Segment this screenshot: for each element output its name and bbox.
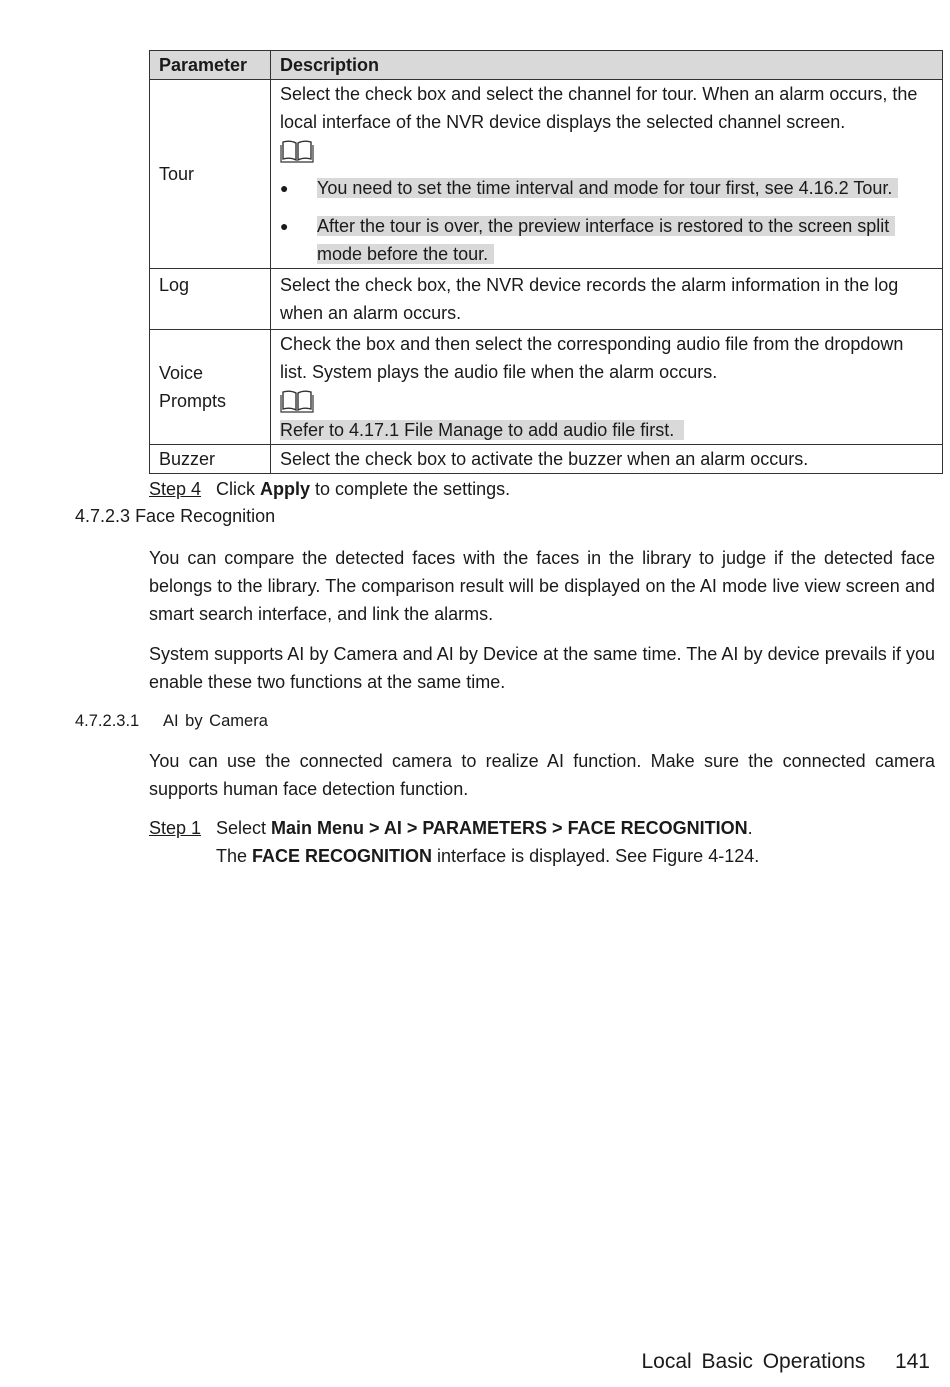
note-book-icon [280, 388, 314, 414]
subsection-number: 4.7.2.3.1 [75, 712, 140, 730]
header-parameter: Parameter [150, 51, 271, 80]
page-footer [641, 1350, 930, 1374]
section-heading-4-7-2-3 [75, 502, 275, 530]
param-voice-line-2: Prompts [159, 391, 227, 411]
bullet-dot-icon: ● [280, 218, 289, 234]
param-tour: Tour [150, 80, 271, 269]
table-row-voice-prompts [150, 330, 943, 445]
step-4-bold: Apply [260, 479, 311, 499]
param-voice-prompts [150, 330, 271, 445]
step-4-label: Step 4 [149, 479, 202, 499]
table-header-row [150, 51, 943, 80]
note-book-icon [280, 138, 314, 164]
face-recognition-paragraph-2: System supports AI by Camera and AI by Device at the same time. The AI by device prevails if you enable these two functions at the same time. [149, 644, 935, 692]
tour-note-bullet-2 [280, 212, 933, 268]
voice-note-text: Refer to 4.17.1 File Manage to add audio file first. [280, 420, 684, 440]
desc-voice-text: Check the box and then select the corresponding audio file from the dropdown list. System plays the audio file when the alarm occurs. [280, 334, 904, 382]
step-1-result-post: interface is displayed. See Figure 4-124. [432, 846, 760, 866]
step-1-label: Step 1 [149, 818, 202, 838]
table-row-tour [150, 80, 943, 269]
step-1-result-pre: The [216, 846, 253, 866]
step-1-pre: Select [216, 818, 272, 838]
face-recognition-paragraph-1: You can compare the detected faces with the faces in the library to judge if the detected face belongs to the library. The comparison result will be displayed on the AI mode live view screen and smart search interface, and link the alarms. [149, 548, 935, 624]
param-log: Log [150, 269, 271, 330]
footer-chapter: Local Basic Operations [641, 1350, 866, 1373]
table-row-buzzer [150, 445, 943, 474]
desc-tour [271, 80, 943, 269]
tour-note-bullet-1 [280, 174, 933, 202]
footer-page-number: 141 [894, 1350, 930, 1373]
step-1 [149, 814, 753, 842]
section-title: Face Recognition [135, 506, 276, 526]
step-1-menu-path: Main Menu > AI > PARAMETERS > FACE RECOGNITION [271, 818, 748, 838]
param-voice-line-1: Voice [159, 363, 204, 383]
step-1-result [216, 842, 759, 870]
step-1-result-bold: FACE RECOGNITION [252, 846, 433, 866]
subsection-title: AI by Camera [163, 712, 268, 730]
table-row-log [150, 269, 943, 330]
desc-tour-text: Select the check box and select the channel for tour. When an alarm occurs, the local interface of the NVR device displays the selected channel screen. [280, 84, 918, 132]
tour-note-2-line-1: After the tour is over, the preview interface is restored to the screen split [317, 216, 895, 236]
step-1-post: . [747, 818, 753, 838]
header-description: Description [271, 51, 943, 80]
desc-buzzer: Select the check box to activate the buzzer when an alarm occurs. [271, 445, 943, 474]
section-number: 4.7.2.3 [75, 506, 131, 526]
section-heading-4-7-2-3-1 [75, 707, 268, 735]
ai-by-camera-paragraph: You can use the connected camera to realize AI function. Make sure the connected camera supports human face detection function. [149, 751, 935, 799]
tour-note-2-line-2: mode before the tour. [317, 244, 494, 264]
tour-note-1-text: You need to set the time interval and mode for tour first, see 4.16.2 Tour. [317, 178, 898, 198]
step-4 [149, 475, 510, 503]
desc-voice-prompts [271, 330, 943, 445]
parameter-table [149, 50, 943, 474]
param-buzzer: Buzzer [150, 445, 271, 474]
step-4-pre: Click [216, 479, 260, 499]
bullet-dot-icon: ● [280, 180, 289, 196]
step-4-post: to complete the settings. [310, 479, 511, 499]
desc-log: Select the check box, the NVR device records the alarm information in the log when an alarm occurs. [271, 269, 943, 330]
